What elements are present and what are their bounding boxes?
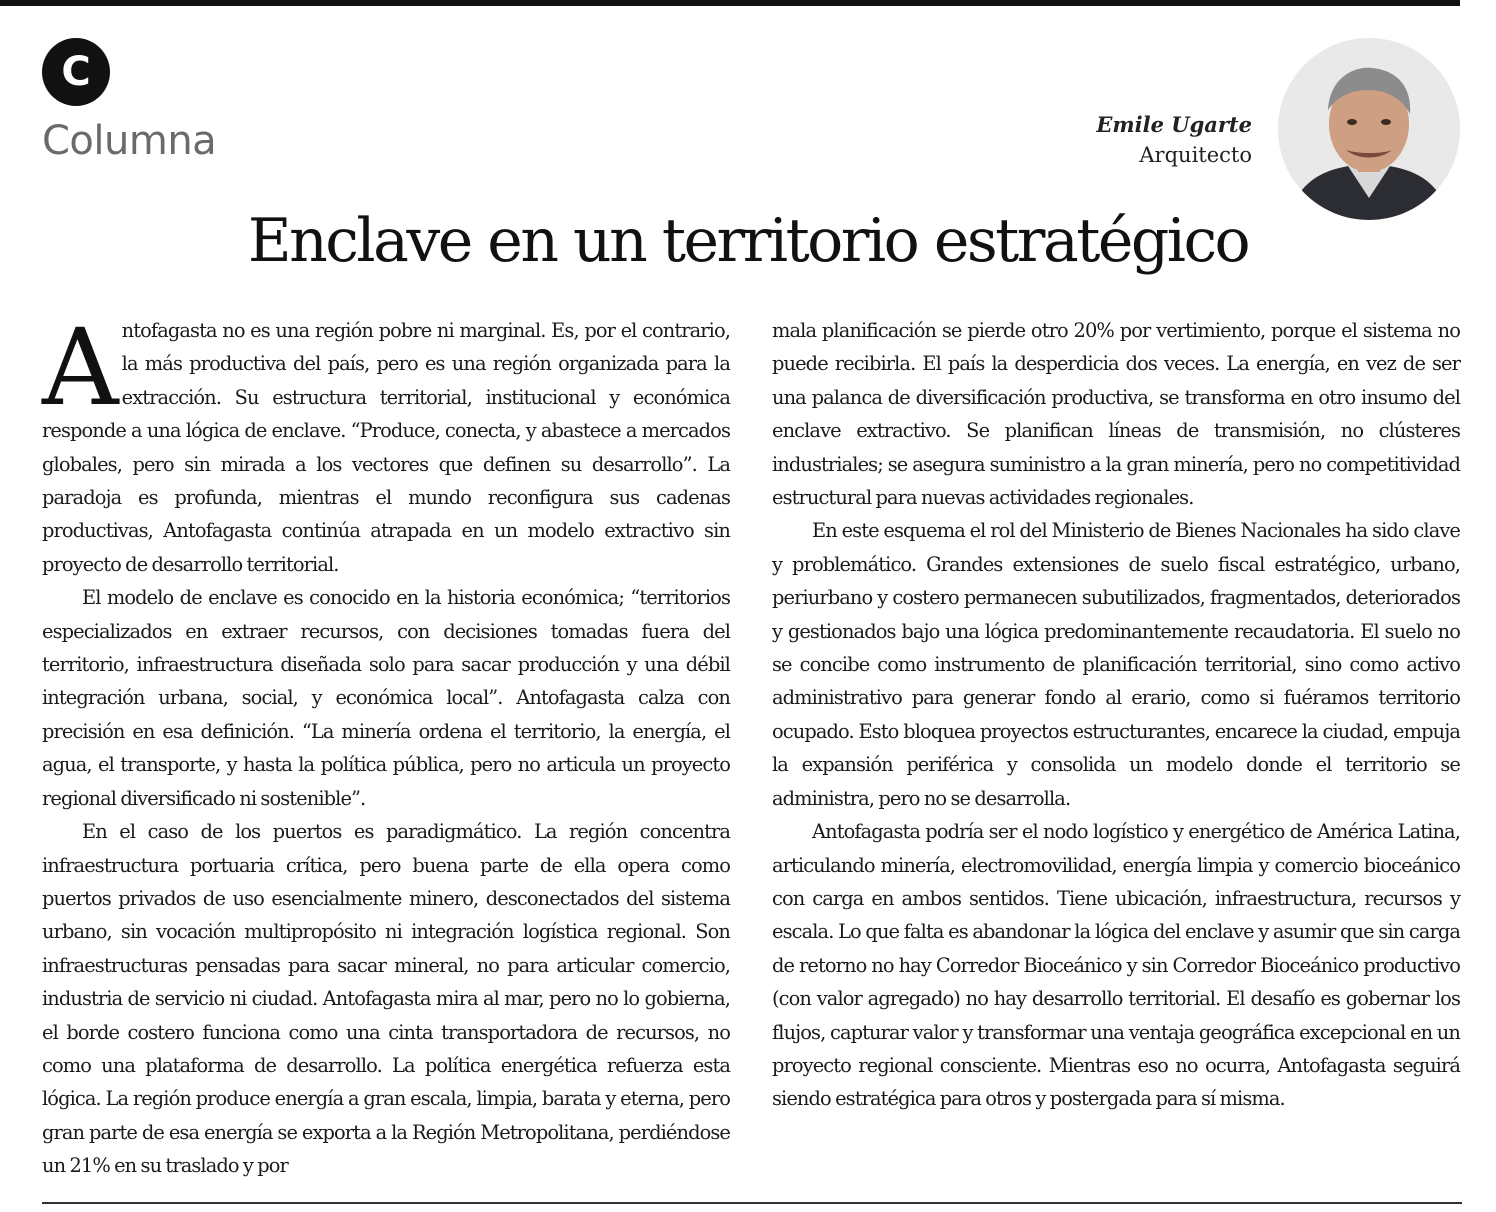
- article-paragraph: [42, 306, 730, 581]
- author-portrait-illustration: [1278, 38, 1460, 220]
- top-rule: [0, 0, 1460, 6]
- section-name: Columna: [42, 118, 217, 164]
- author-byline: [1096, 112, 1252, 167]
- article-paragraph: mala planificación se pierde otro 20% por vertimiento, porque el sistema no puede recibirla. El país la desperdicia dos veces. La energía, en vez de ser una palanca de diversificación productiva, se transforma en otro insumo del enclave extractivo. Se planifican líneas de transmisión, no clústeres industriales; se asegura suministro a la gran minería, pero no competitividad estructural para nuevas actividades regionales.: [772, 319, 1460, 510]
- article-paragraph: Antofagasta podría ser el nodo logístico y energético de América Latina, articulando minería, electromovilidad, energía limpia y comercio bioceánico con carga en ambos sentidos. Tiene ubicación, infraestructura, recursos y escala. Lo que falta es abandonar la lógica del enclave y asumir que sin carga de retorno no hay Corredor Bioceánico y sin Corredor Bioceánico productivo (con valor agregado) no hay desarrollo territorial. El desafío es gobernar los flujos, capturar valor y transformar una ventaja geográfica excepcional en un proyecto regional consciente. Mientras eso no ocurra, Antofagasta seguirá siendo estratégica para otros y postergada para sí misma.: [772, 820, 1460, 1111]
- article-paragraph: En el caso de los puertos es paradigmático. La región concentra infraestructura portuaria crítica, pero buena parte de ella opera como puertos privados de uso esencialmente minero, desconectados del sistema urbano, sin vocación multipropósito ni integración logística regional. Son infraestructuras pensadas para sacar mineral, no para articular comercio, industria de servicio ni ciudad. Antofagasta mira al mar, pero no lo gobierna, el borde costero funciona como una cinta transportadora de recursos, no como una plataforma de desarrollo. La política energética refuerza esta lógica. La región produce energía a gran escala, limpia, barata y eterna, pero gran parte de esa energía se exporta a la Región Metropolitana, perdiéndose un 21% en su traslado y por: [42, 820, 730, 1178]
- headline: Enclave en un territorio estratégico: [247, 206, 1249, 276]
- drop-cap: A: [42, 306, 118, 429]
- author-name: Emile Ugarte: [1096, 112, 1252, 137]
- author-role: Arquitecto: [1139, 143, 1252, 167]
- article-paragraph: El modelo de enclave es conocido en la historia económica; “territorios especializados en extraer recursos, con decisiones tomadas fuera del territorio, infraestructura diseñada solo para sacar producción y una débil integración urbana, social, y económica local”. Antofagasta calza con precisión en esa definición. “La minería ordena el territorio, la energía, el agua, el transporte, y hasta la política pública, pero no articula un proyecto regional diversificado ni sostenible”.: [42, 586, 730, 810]
- paragraph-text: ntofagasta no es una región pobre ni marginal. Es, por el contrario, la más productiva del país, pero es una región organizada para la extracción. Su estructura territorial, institucional y económica responde a una lógica de enclave. “Produce, conecta, y abastece a mercados globales, pero sin mirada a los vectores que definen su desarrollo”. La paradoja es profunda, mientras el mundo reconfigura sus cadenas productivas, Antofagasta continúa atrapada en un modelo extractivo sin proyecto de desarrollo territorial.: [42, 319, 730, 576]
- article-column-right: [772, 314, 1460, 1116]
- bottom-rule: [42, 1202, 1462, 1204]
- article-column-left: [42, 306, 730, 1183]
- article-paragraph: En este esquema el rol del Ministerio de Bienes Nacionales ha sido clave y problemático. Grandes extensiones de suelo fiscal estratégico, urbano, periurbano y costero permanecen subutilizados, fragmentados, deteriorados y gestionados bajo una lógica predominantemente recaudatoria. El suelo no se concibe como instrumento de planificación territorial, sino como activo administrativo para generar fondo al erario, como si fuéramos territorio ocupado. Esto bloquea proyectos estructurantes, encarece la ciudad, empuja la expansión periférica y consolida un modelo donde el territorio se administra, pero no se desarrolla.: [772, 519, 1460, 810]
- author-photo: [1278, 38, 1460, 220]
- section-badge: C: [42, 38, 110, 106]
